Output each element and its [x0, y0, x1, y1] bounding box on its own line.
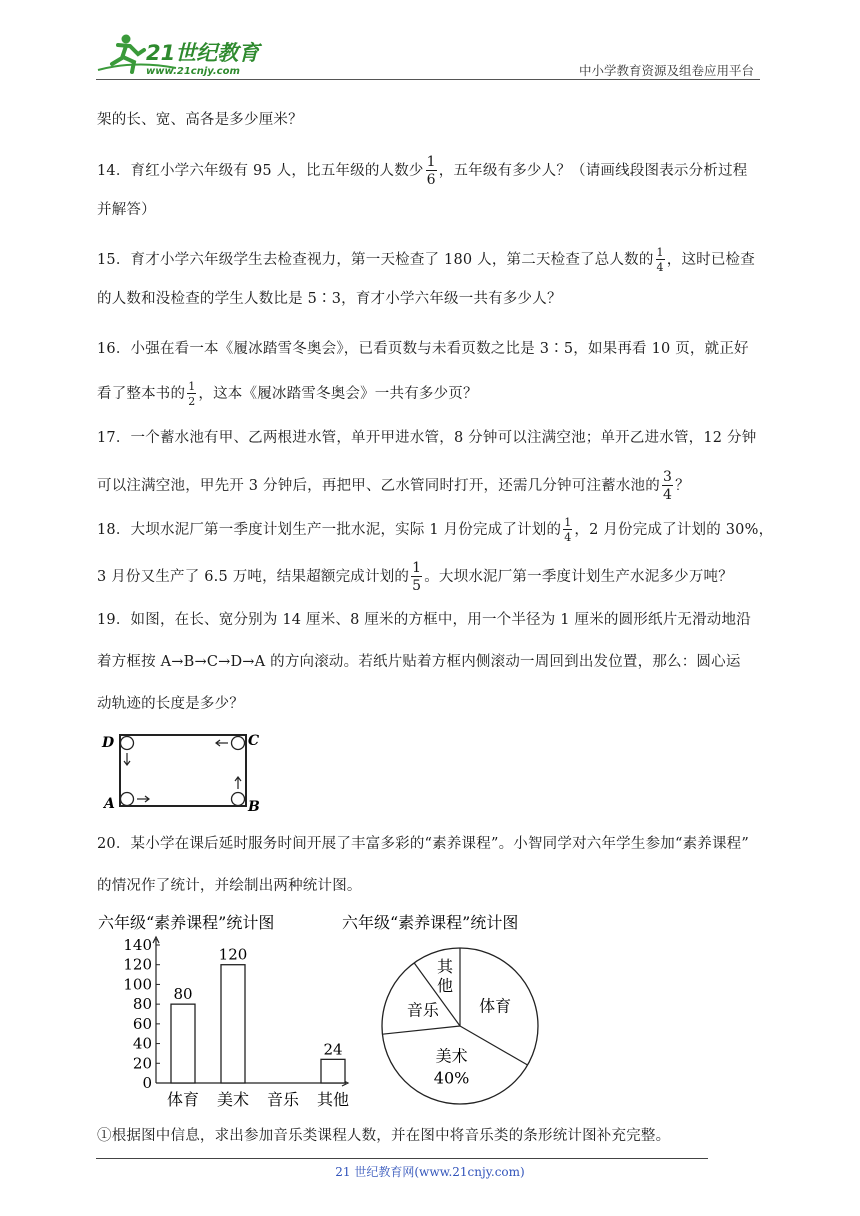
pie-slice-label: 他 — [437, 976, 454, 996]
q20-line1: 20．某小学在课后延时服务时间开展了丰富多彩的“素养课程”。小智同学对六年学生参加“素养课程” — [97, 836, 749, 852]
footer-divider — [96, 1158, 708, 1159]
q14-text-a: 14．育红小学六年级有 95 人，比五年级的人数少 — [97, 163, 424, 179]
pie-percent-label: 40% — [433, 1068, 470, 1088]
q14-line1 — [97, 155, 747, 187]
logo-url: www.21cnjy.com — [146, 66, 240, 77]
bar-chart-title: 六年级“素养课程”统计图 — [98, 913, 275, 932]
footer-site-text: 21 世纪教育网(www.21cnjy.com) — [335, 1165, 525, 1179]
q14-line2: 并解答） — [97, 202, 156, 218]
pie-slice-label: 其 — [437, 957, 454, 977]
q17-fraction: $\frac{3}{4}$ — [662, 469, 673, 503]
q19-line2: 着方框按 A→B→C→D→A 的方向滚动。若纸片贴着方框内侧滚动一周回到出发位置，那么：圆心运 — [97, 654, 741, 670]
q20-line2: 的情况作了统计，并绘制出两种统计图。 — [97, 878, 362, 894]
q18-text-a: 18．大坝水泥厂第一季度计划生产一批水泥，实际 1 月份完成了计划的 — [97, 522, 562, 538]
bar-y-tick-label: 80 — [132, 995, 152, 1014]
q16-text-c: ，这本《履冰踏雪冬奥会》一共有多少页？ — [198, 386, 478, 402]
header-divider — [96, 79, 760, 80]
bar-categories — [167, 1090, 349, 1109]
pie-slice-label: 音乐 — [406, 1000, 439, 1020]
bar-chart — [96, 905, 356, 1145]
q13-tail: 架的长、宽、高各是多少厘米？ — [97, 112, 303, 128]
q16-fraction: $\frac{1}{2}$ — [188, 380, 196, 408]
bar-y-tick-label: 100 — [123, 975, 152, 994]
bar-2 — [221, 965, 245, 1083]
q17-text-b: 可以注满空池，甲先开 3 分钟后，再把甲、乙水管同时打开，还需几分钟可注蓄水池的 — [97, 478, 660, 494]
label-b: B — [248, 799, 260, 815]
q18-text-c: 3 月份又生产了 6.5 万吨，结果超额完成计划的 — [97, 569, 410, 585]
header-platform-text: 中小学教育资源及组卷应用平台 — [578, 63, 754, 78]
q18-fraction-2: $\frac{1}{5}$ — [412, 560, 422, 594]
q19-rectangle-figure — [100, 728, 270, 816]
pie-slice-label: 美术 — [435, 1046, 468, 1066]
label-c: C — [248, 733, 260, 749]
bar-value-label: 24 — [323, 1040, 343, 1059]
bar-value-label: 120 — [218, 945, 248, 964]
pie-slice-label: 体育 — [479, 996, 512, 1016]
q16-line2 — [97, 381, 478, 407]
q17-text-c: ？ — [675, 478, 690, 494]
q14-text-b: ，五年级有多少人？（请画线段图表示分析过程 — [438, 163, 748, 179]
q18-text-b: ，2 月份完成了计划的 30%， — [574, 522, 774, 538]
circle-b — [232, 793, 245, 806]
pie-marks — [382, 948, 538, 1104]
bar-1 — [171, 1004, 195, 1083]
q18-text-d: 。大坝水泥厂第一季度计划生产水泥多少万吨？ — [424, 569, 733, 585]
frame-rect — [120, 735, 246, 806]
label-d: D — [102, 735, 115, 751]
label-a: A — [104, 796, 115, 812]
logo-wordmark: 21世纪教育 — [146, 41, 260, 65]
bar-category-label: 其他 — [316, 1090, 350, 1109]
bar-category-label: 美术 — [216, 1090, 250, 1109]
bar-marks — [171, 946, 345, 1083]
q17-line2 — [97, 470, 690, 502]
bar-category-label: 音乐 — [266, 1090, 300, 1109]
circle-c — [232, 737, 245, 750]
bar-y-tick-label: 140 — [123, 936, 152, 954]
bar-value-label: 80 — [173, 985, 193, 1004]
q15-line2: 的人数和没检查的学生人数比是 5∶3，育才小学六年级一共有多少人？ — [97, 291, 562, 307]
q18-fraction-1: $\frac{1}{4}$ — [564, 516, 572, 544]
q20-sub1: ①根据图中信息，求出参加音乐类课程人数，并在图中将音乐类的条形统计图补充完整。 — [97, 1128, 671, 1144]
q15-text-b: ，这时已检查 — [666, 252, 755, 268]
circle-d — [121, 737, 134, 750]
q18-line2 — [97, 561, 733, 593]
q15-line1 — [97, 247, 755, 273]
circle-a — [121, 793, 134, 806]
bar-y-tick-label: 60 — [132, 1014, 152, 1033]
q17-line1: 17．一个蓄水池有甲、乙两根进水管，单开甲进水管，8 分钟可以注满空池；单开乙进水管，12 分钟 — [97, 430, 757, 446]
bar-category-label: 体育 — [166, 1090, 200, 1109]
bar-y-tick-label: 120 — [123, 955, 152, 974]
q14-fraction: $\frac{1}{6}$ — [426, 154, 436, 188]
bar-y-tick-label: 40 — [132, 1034, 152, 1053]
pie-chart — [330, 905, 575, 1145]
q19-line3: 动轨迹的长度是多少？ — [97, 696, 244, 712]
site-logo — [96, 30, 266, 78]
q19-line1: 19．如图，在长、宽分别为 14 厘米、8 厘米的方框中，用一个半径为 1 厘米的圆形纸片无滑动地沿 — [97, 612, 751, 628]
q16-line1: 16．小强在看一本《履冰踏雪冬奥会》，已看页数与未看页数之比是 3∶5，如果再看 10 页，就正好 — [97, 341, 749, 357]
bar-y-tick-label: 20 — [132, 1054, 152, 1073]
bar-y-tick-label: 0 — [142, 1074, 152, 1092]
q16-text-b: 看了整本书的 — [97, 386, 186, 402]
page-header — [96, 30, 760, 82]
q18-line1 — [97, 517, 773, 543]
q15-text-a: 15．育才小学六年级学生去检查视力，第一天检查了 180 人，第二天检查了总人数的 — [97, 252, 654, 268]
pie-chart-title: 六年级“素养课程”统计图 — [342, 913, 519, 932]
bar-y-ticks — [123, 936, 160, 1092]
q15-fraction: $\frac{1}{4}$ — [656, 246, 664, 274]
